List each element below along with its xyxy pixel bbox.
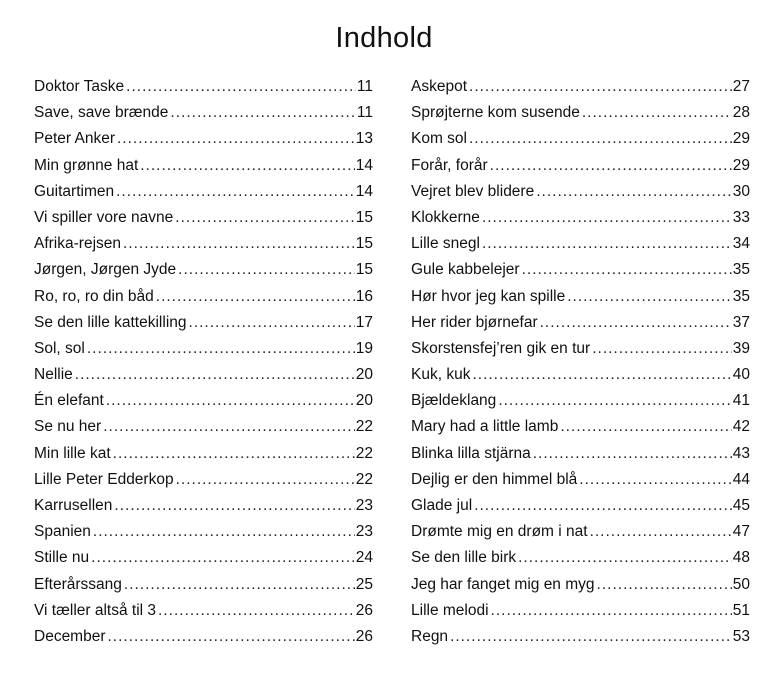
toc-entry bbox=[34, 339, 373, 365]
toc-entry-title: Afrika-rejsen bbox=[34, 235, 121, 253]
toc-entry-title: Save, save brænde bbox=[34, 104, 169, 122]
toc-entry-title: Vejret blev blidere bbox=[411, 182, 535, 200]
toc-entry-title: Min lille kat bbox=[34, 444, 111, 462]
dot-leader bbox=[123, 234, 355, 254]
toc-entry bbox=[34, 496, 373, 522]
toc-entry bbox=[411, 77, 750, 103]
toc-entry-page-number: 17 bbox=[355, 313, 373, 331]
dot-leader bbox=[498, 391, 731, 411]
toc-entry bbox=[411, 522, 750, 548]
toc-entry-title: Min grønne hat bbox=[34, 156, 139, 174]
toc-entry-page-number: 22 bbox=[355, 470, 373, 488]
toc-entry-page-number: 45 bbox=[732, 497, 750, 514]
toc-entry-title: Hør hvor jeg kan spille bbox=[411, 287, 566, 305]
toc-entry-title: Jørgen, Jørgen Jyde bbox=[34, 261, 177, 279]
toc-entry-page-number: 30 bbox=[732, 182, 750, 200]
toc-entry-title: Bjældeklang bbox=[411, 392, 497, 410]
toc-entry-page-number: 51 bbox=[732, 601, 750, 619]
toc-entry bbox=[411, 313, 750, 339]
toc-entry-title: Stille nu bbox=[34, 549, 90, 567]
toc-entry-title: Klokkerne bbox=[411, 208, 480, 226]
toc-entry-page-number: 14 bbox=[355, 156, 373, 174]
toc-entry-title: Guitartimen bbox=[34, 182, 115, 200]
dot-leader bbox=[582, 103, 732, 123]
dot-leader bbox=[176, 470, 355, 490]
toc-entry-title: Ro, ro, ro din båd bbox=[34, 287, 154, 305]
toc-entry-page-number: 26 bbox=[355, 601, 373, 619]
toc-entry bbox=[34, 627, 373, 653]
dot-leader bbox=[592, 339, 732, 359]
toc-entry bbox=[34, 575, 373, 601]
toc-entry-page-number: 33 bbox=[732, 208, 750, 226]
toc-entry-page-number: 23 bbox=[355, 497, 373, 514]
dot-leader bbox=[113, 444, 355, 464]
toc-entry bbox=[411, 103, 750, 129]
dot-leader bbox=[560, 417, 731, 437]
toc-entry-page-number: 16 bbox=[355, 287, 373, 305]
toc-entry-page-number: 26 bbox=[355, 627, 373, 645]
dot-leader bbox=[579, 470, 731, 490]
dot-leader bbox=[522, 260, 732, 280]
dot-leader bbox=[126, 77, 356, 97]
toc-entry-title: Peter Anker bbox=[34, 130, 115, 148]
toc-entry-title: Se den lille birk bbox=[411, 549, 517, 567]
toc-entry bbox=[411, 444, 750, 470]
toc-entry bbox=[34, 444, 373, 470]
toc-entry bbox=[411, 496, 750, 522]
dot-leader bbox=[469, 77, 732, 97]
toc-entry-title: Gule kabbelejer bbox=[411, 261, 520, 279]
toc-entry-page-number: 20 bbox=[355, 392, 373, 410]
toc-entry-page-number: 35 bbox=[732, 287, 750, 305]
dot-leader bbox=[140, 156, 355, 176]
toc-entry-page-number: 14 bbox=[355, 182, 373, 200]
toc-entry-page-number: 47 bbox=[732, 523, 750, 541]
dot-leader bbox=[158, 601, 355, 621]
toc-entry-page-number: 20 bbox=[355, 366, 373, 384]
dot-leader bbox=[93, 522, 355, 542]
dot-leader bbox=[533, 444, 732, 464]
dot-leader bbox=[87, 339, 355, 359]
toc-entry bbox=[411, 208, 750, 234]
dot-leader bbox=[75, 365, 355, 385]
toc-entry-title: Drømte mig en drøm i nat bbox=[411, 523, 588, 541]
toc-entry-page-number: 48 bbox=[732, 549, 750, 567]
toc-entry-page-number: 25 bbox=[355, 575, 373, 593]
toc-entry-title: Blinka lilla stjärna bbox=[411, 444, 531, 462]
toc-entry-page-number: 22 bbox=[355, 444, 373, 462]
toc-entry-title: Kuk, kuk bbox=[411, 366, 471, 384]
toc-entry bbox=[34, 287, 373, 313]
toc-entry bbox=[34, 260, 373, 286]
toc-entry-page-number: 44 bbox=[732, 470, 750, 488]
toc-entry bbox=[34, 391, 373, 417]
dot-leader bbox=[116, 182, 355, 202]
toc-entry-title: Dejlig er den himmel blå bbox=[411, 470, 578, 488]
toc-entry-title: Spanien bbox=[34, 523, 91, 541]
toc-entry-title: Karrusellen bbox=[34, 497, 113, 514]
toc-entry-page-number: 50 bbox=[732, 575, 750, 593]
toc-entry-title: Vi tæller altså til 3 bbox=[34, 601, 157, 619]
toc-entry-title: Sprøjterne kom susende bbox=[411, 104, 580, 122]
toc-entry-title: Askepot bbox=[411, 78, 468, 95]
dot-leader bbox=[590, 522, 732, 542]
toc-entry bbox=[411, 391, 750, 417]
toc-entry-page-number: 15 bbox=[355, 235, 373, 253]
toc-entry-title: Lille Peter Edderkop bbox=[34, 470, 174, 488]
toc-entry bbox=[411, 417, 750, 443]
toc-entry-title: Sol, sol bbox=[34, 339, 85, 357]
dot-leader bbox=[114, 496, 354, 516]
toc-entry bbox=[34, 313, 373, 339]
toc-entry bbox=[411, 575, 750, 601]
toc-entry-page-number: 11 bbox=[356, 104, 373, 122]
toc-entry bbox=[411, 601, 750, 627]
toc-entry bbox=[411, 627, 750, 653]
page-title: Indhold bbox=[335, 22, 433, 54]
toc-entry bbox=[411, 156, 750, 182]
toc-entry bbox=[34, 470, 373, 496]
toc-entry-title: Mary had a little lamb bbox=[411, 418, 559, 436]
dot-leader bbox=[567, 287, 732, 307]
toc-entry bbox=[34, 234, 373, 260]
toc-entry-title: Doktor Taske bbox=[34, 78, 125, 95]
toc-entry bbox=[34, 77, 373, 103]
toc-right-column bbox=[411, 77, 750, 653]
toc-entry bbox=[34, 548, 373, 574]
toc-entry bbox=[411, 470, 750, 496]
dot-leader bbox=[91, 548, 355, 568]
dot-leader bbox=[482, 208, 732, 228]
toc-entry-page-number: 27 bbox=[732, 78, 750, 95]
toc-entry bbox=[411, 129, 750, 155]
toc-entry bbox=[411, 234, 750, 260]
toc-entry-page-number: 29 bbox=[732, 156, 750, 174]
toc-entry-page-number: 13 bbox=[355, 130, 373, 148]
toc-entry-page-number: 37 bbox=[732, 313, 750, 331]
toc-entry-page-number: 23 bbox=[355, 523, 373, 541]
toc-entry-page-number: 39 bbox=[732, 339, 750, 357]
toc-entry bbox=[411, 548, 750, 574]
toc-entry-title: Lille melodi bbox=[411, 601, 489, 619]
toc-entry bbox=[34, 103, 373, 129]
dot-leader bbox=[178, 260, 355, 280]
toc-entry bbox=[411, 287, 750, 313]
toc-entry-page-number: 24 bbox=[355, 549, 373, 567]
dot-leader bbox=[518, 548, 732, 568]
toc-entry-page-number: 34 bbox=[732, 235, 750, 253]
toc-entry-page-number: 15 bbox=[355, 261, 373, 279]
toc-entry bbox=[34, 601, 373, 627]
toc-entry-title: December bbox=[34, 627, 106, 645]
dot-leader bbox=[103, 417, 355, 437]
toc-entry-page-number: 19 bbox=[355, 339, 373, 357]
dot-leader bbox=[540, 313, 732, 333]
toc-entry bbox=[34, 129, 373, 155]
toc-entry-page-number: 53 bbox=[732, 627, 750, 645]
toc-entry-title: Jeg har fanget mig en myg bbox=[411, 575, 595, 593]
toc-entry-title: Regn bbox=[411, 627, 449, 645]
toc-entry bbox=[411, 365, 750, 391]
dot-leader bbox=[536, 182, 732, 202]
dot-leader bbox=[469, 129, 732, 149]
toc-entry-title: Forår, forår bbox=[411, 156, 488, 174]
dot-leader bbox=[491, 601, 732, 621]
dot-leader bbox=[108, 627, 355, 647]
dot-leader bbox=[490, 156, 732, 176]
dot-leader bbox=[156, 287, 355, 307]
toc-entry-page-number: 15 bbox=[355, 208, 373, 226]
dot-leader bbox=[106, 391, 355, 411]
dot-leader bbox=[124, 575, 355, 595]
toc-entry-title: Efterårssang bbox=[34, 575, 122, 593]
dot-leader bbox=[474, 496, 732, 516]
toc-entry-page-number: 42 bbox=[732, 418, 750, 436]
toc-entry-title: Skorstensfej’ren gik en tur bbox=[411, 339, 591, 357]
toc-entry bbox=[34, 182, 373, 208]
dot-leader bbox=[175, 208, 354, 228]
toc-entry-title: Vi spiller vore navne bbox=[34, 208, 174, 226]
dot-leader bbox=[170, 103, 355, 123]
toc-entry bbox=[411, 182, 750, 208]
toc-entry bbox=[34, 522, 373, 548]
toc-left-column bbox=[34, 77, 373, 653]
dot-leader bbox=[597, 575, 732, 595]
toc-entry-page-number: 22 bbox=[355, 418, 373, 436]
dot-leader bbox=[189, 313, 355, 333]
toc-entry-title: Se nu her bbox=[34, 418, 102, 436]
toc-entry-title: Glade jul bbox=[411, 497, 473, 514]
toc-entry-title: Se den lille kattekilling bbox=[34, 313, 187, 331]
toc-entry bbox=[411, 339, 750, 365]
toc-entry bbox=[34, 208, 373, 234]
toc-entry-title: Kom sol bbox=[411, 130, 467, 148]
toc-entry bbox=[34, 156, 373, 182]
toc-entry-page-number: 28 bbox=[732, 104, 750, 122]
toc-entry-title: Her rider bjørnefar bbox=[411, 313, 538, 331]
dot-leader bbox=[117, 129, 355, 149]
dot-leader bbox=[472, 365, 731, 385]
toc-entry-page-number: 43 bbox=[732, 444, 750, 462]
toc-entry-title: Én elefant bbox=[34, 392, 104, 410]
toc-entry-page-number: 40 bbox=[732, 366, 750, 384]
toc-entry-page-number: 29 bbox=[732, 130, 750, 148]
toc-entry-title: Nellie bbox=[34, 366, 73, 384]
toc-entry-page-number: 41 bbox=[732, 392, 750, 410]
dot-leader bbox=[482, 234, 732, 254]
toc-entry bbox=[34, 417, 373, 443]
toc-entry bbox=[34, 365, 373, 391]
toc-entry-page-number: 11 bbox=[356, 78, 373, 95]
toc-entry-title: Lille snegl bbox=[411, 235, 480, 253]
toc-entry bbox=[411, 260, 750, 286]
dot-leader bbox=[450, 627, 732, 647]
toc-entry-page-number: 35 bbox=[732, 261, 750, 279]
